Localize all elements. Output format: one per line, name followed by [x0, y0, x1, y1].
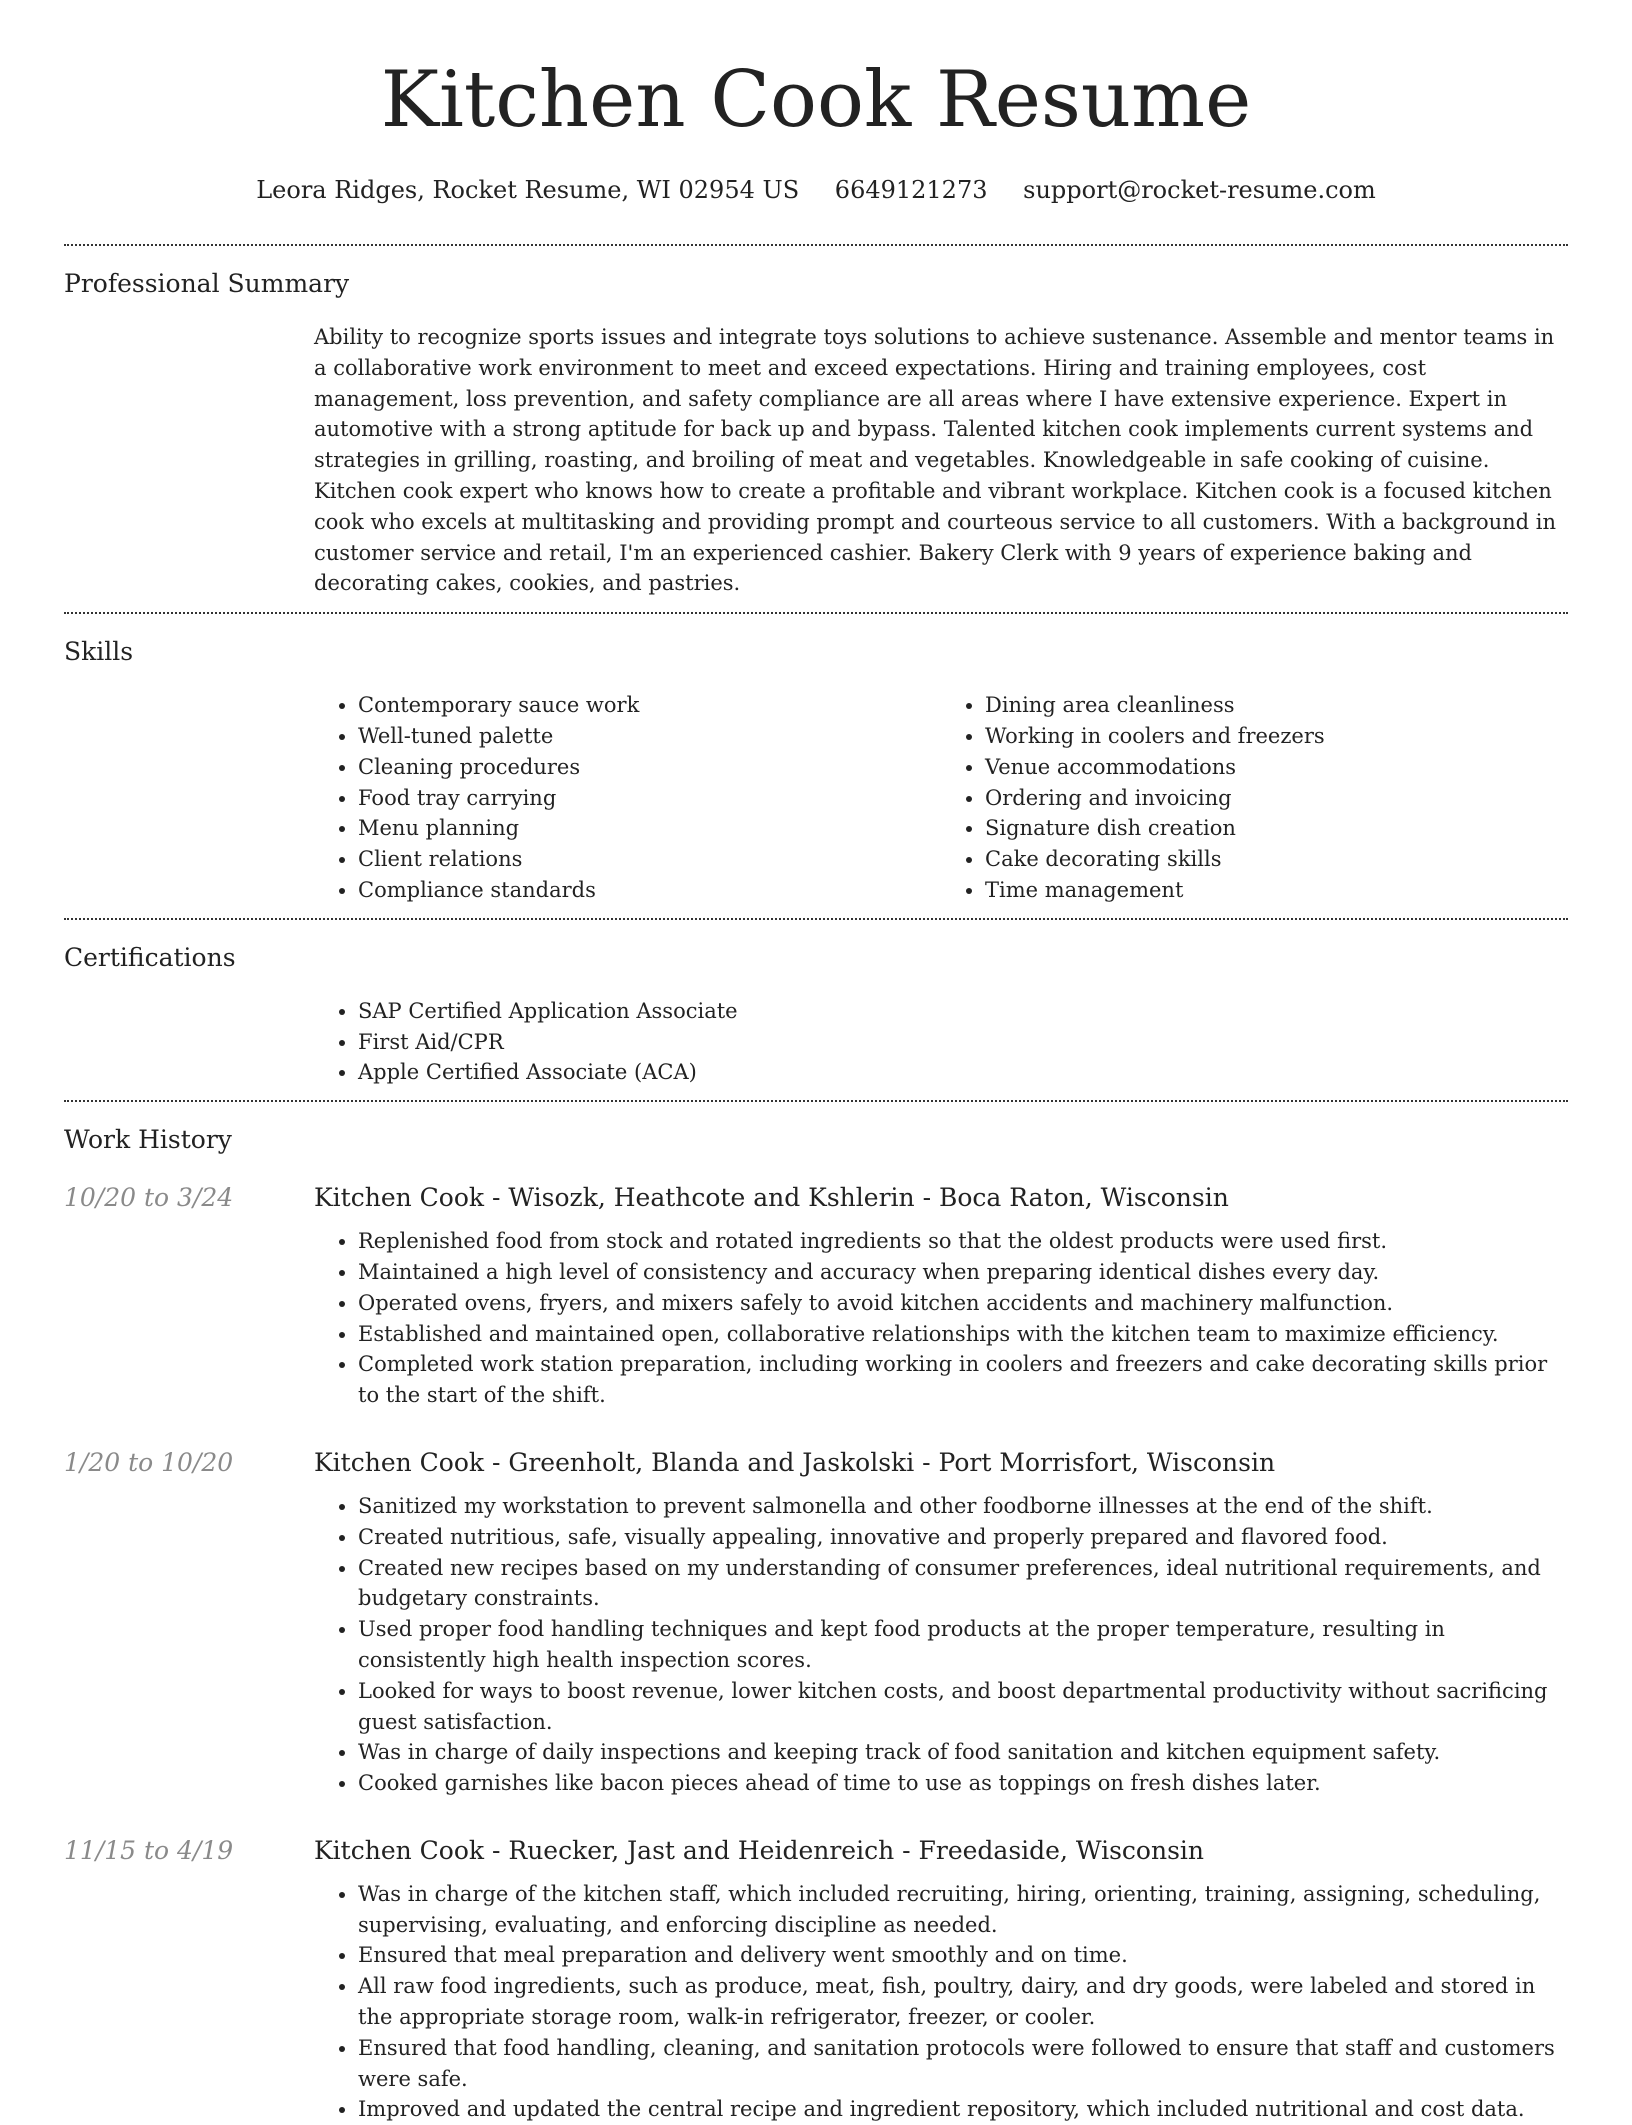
list-item: • Contemporary sauce work	[358, 690, 941, 721]
list-item: • Created new recipes based on my understanding of consumer preferences, ideal nutritional requirements, and budgetary constraints.	[358, 1553, 1568, 1615]
list-item: • Created nutritious, safe, visually appealing, innovative and properly prepared and flavored food.	[358, 1522, 1568, 1553]
contact-line	[64, 174, 1568, 206]
list-item: • Sanitized my workstation to prevent salmonella and other foodborne illnesses at the end of the shift.	[358, 1491, 1568, 1522]
job-title: Kitchen Cook - Ruecker, Jast and Heidenreich - Freedaside, Wisconsin	[314, 1835, 1205, 1865]
summary-section	[64, 246, 1568, 599]
list-item: • Established and maintained open, collaborative relationships with the kitchen team to maximize efficiency.	[358, 1319, 1568, 1350]
list-item: • Well-tuned palette	[358, 721, 941, 752]
list-item: • Venue accommodations	[985, 752, 1568, 783]
list-item: • Used proper food handling techniques and kept food products at the proper temperature, resulting in consistently high health inspection scores.	[358, 1614, 1568, 1676]
work-history-section	[64, 1102, 1568, 2125]
list-item: • Compliance standards	[358, 875, 941, 906]
list-item: • Ordering and invoicing	[985, 783, 1568, 814]
list-item: • Cleaning procedures	[358, 752, 941, 783]
resume-title: Kitchen Cook Resume	[380, 55, 1252, 145]
list-item: • Menu planning	[358, 813, 941, 844]
list-item: • All raw food ingredients, such as produce, meat, fish, poultry, dairy, and dry goods, were labeled and stored in the appropriate storage room, walk-in refrigerator, freezer, or cooler.	[358, 1971, 1568, 2033]
job-title: Kitchen Cook - Wisozk, Heathcote and Kshlerin - Boca Raton, Wisconsin	[314, 1183, 1229, 1213]
list-item: • Was in charge of the kitchen staff, which included recruiting, hiring, orienting, training, assigning, scheduling, supervising, evaluating, and enforcing discipline as needed.	[358, 1879, 1568, 1941]
list-item: • Looked for ways to boost revenue, lower kitchen costs, and boost departmental productivity without sacrificing guest satisfaction.	[358, 1676, 1568, 1738]
list-item: • Signature dish creation	[985, 813, 1568, 844]
job-date: 11/15 to 4/19	[64, 1835, 234, 1865]
list-item: • Maintained a high level of consistency and accuracy when preparing identical dishes every day.	[358, 1257, 1568, 1288]
skills-list-right	[941, 690, 1568, 906]
skills-section	[64, 614, 1568, 906]
job-bullets	[314, 1879, 1568, 2125]
job-entry	[64, 1447, 1568, 1799]
job-body	[314, 1182, 1568, 1411]
list-item: • Operated ovens, fryers, and mixers safely to avoid kitchen accidents and machinery malfunction.	[358, 1288, 1568, 1319]
work-history-heading: Work History	[64, 1125, 232, 1155]
list-item: • Was in charge of daily inspections and keeping track of food sanitation and kitchen equipment safety.	[358, 1737, 1568, 1768]
contact-email: support@rocket-resume.com	[1023, 176, 1376, 204]
job-bullets	[314, 1226, 1568, 1411]
skills-list-left	[314, 690, 941, 906]
contact-address: Leora Ridges, Rocket Resume, WI 02954 US	[256, 176, 800, 204]
list-item: • Working in coolers and freezers	[985, 721, 1568, 752]
list-item: • Time management	[985, 875, 1568, 906]
certifications-section	[64, 920, 1568, 1088]
certifications-list	[314, 996, 1568, 1088]
job-entry	[64, 1835, 1568, 2125]
job-date: 10/20 to 3/24	[64, 1183, 234, 1213]
certifications-heading: Certifications	[64, 942, 236, 972]
list-item: • Completed work station preparation, including working in coolers and freezers and cake decorating skills prior to the start of the shift.	[358, 1349, 1568, 1411]
list-item: • SAP Certified Application Associate	[358, 996, 1568, 1027]
summary-heading: Professional Summary	[64, 269, 350, 298]
list-item: • Client relations	[358, 844, 941, 875]
skills-columns	[314, 690, 1568, 906]
job-entry	[64, 1182, 1568, 1411]
list-item: • Improved and updated the central recipe and ingredient repository, which included nutritional and cost data.	[358, 2094, 1568, 2125]
contact-phone: 6649121273	[834, 176, 988, 204]
list-item: • Cake decorating skills	[985, 844, 1568, 875]
list-item: • Food tray carrying	[358, 783, 941, 814]
summary-text: Ability to recognize sports issues and integrate toys solutions to achieve sustenance. Assemble and mentor teams in a collaborative work environment to meet and exceed expectations. Hiring and training employees, cost management, loss prevention, and safety compliance are all areas where I have extensive experience. Expert in automotive with a strong aptitude for back up and bypass. Talented kitchen cook implements current systems and strategies in grilling, roasting, and broiling of meat and vegetables. Knowledgeable in safe cooking of cuisine. Kitchen cook expert who knows how to create a profitable and vibrant workplace. Kitchen cook is a focused kitchen cook who excels at multitasking and providing prompt and courteous service to all customers. With a background in customer service and retail, I'm an experienced cashier. Bakery Clerk with 9 years of experience baking and decorating cakes, cookies, and pastries.	[314, 325, 1557, 596]
list-item: • Cooked garnishes like bacon pieces ahead of time to use as toppings on fresh dishes later.	[358, 1768, 1568, 1799]
list-item: • Apple Certified Associate (ACA)	[358, 1057, 1568, 1088]
job-title: Kitchen Cook - Greenholt, Blanda and Jaskolski - Port Morrisfort, Wisconsin	[314, 1447, 1276, 1477]
skills-heading: Skills	[64, 637, 134, 667]
job-bullets	[314, 1491, 1568, 1799]
job-body	[314, 1835, 1568, 2125]
list-item: • First Aid/CPR	[358, 1027, 1568, 1058]
list-item: • Dining area cleanliness	[985, 690, 1568, 721]
job-body	[314, 1447, 1568, 1799]
list-item: • Replenished food from stock and rotated ingredients so that the oldest products were used first.	[358, 1226, 1568, 1257]
list-item: • Ensured that meal preparation and delivery went smoothly and on time.	[358, 1940, 1568, 1971]
list-item: • Ensured that food handling, cleaning, and sanitation protocols were followed to ensure that staff and customers were safe.	[358, 2033, 1568, 2095]
job-date: 1/20 to 10/20	[64, 1447, 234, 1477]
